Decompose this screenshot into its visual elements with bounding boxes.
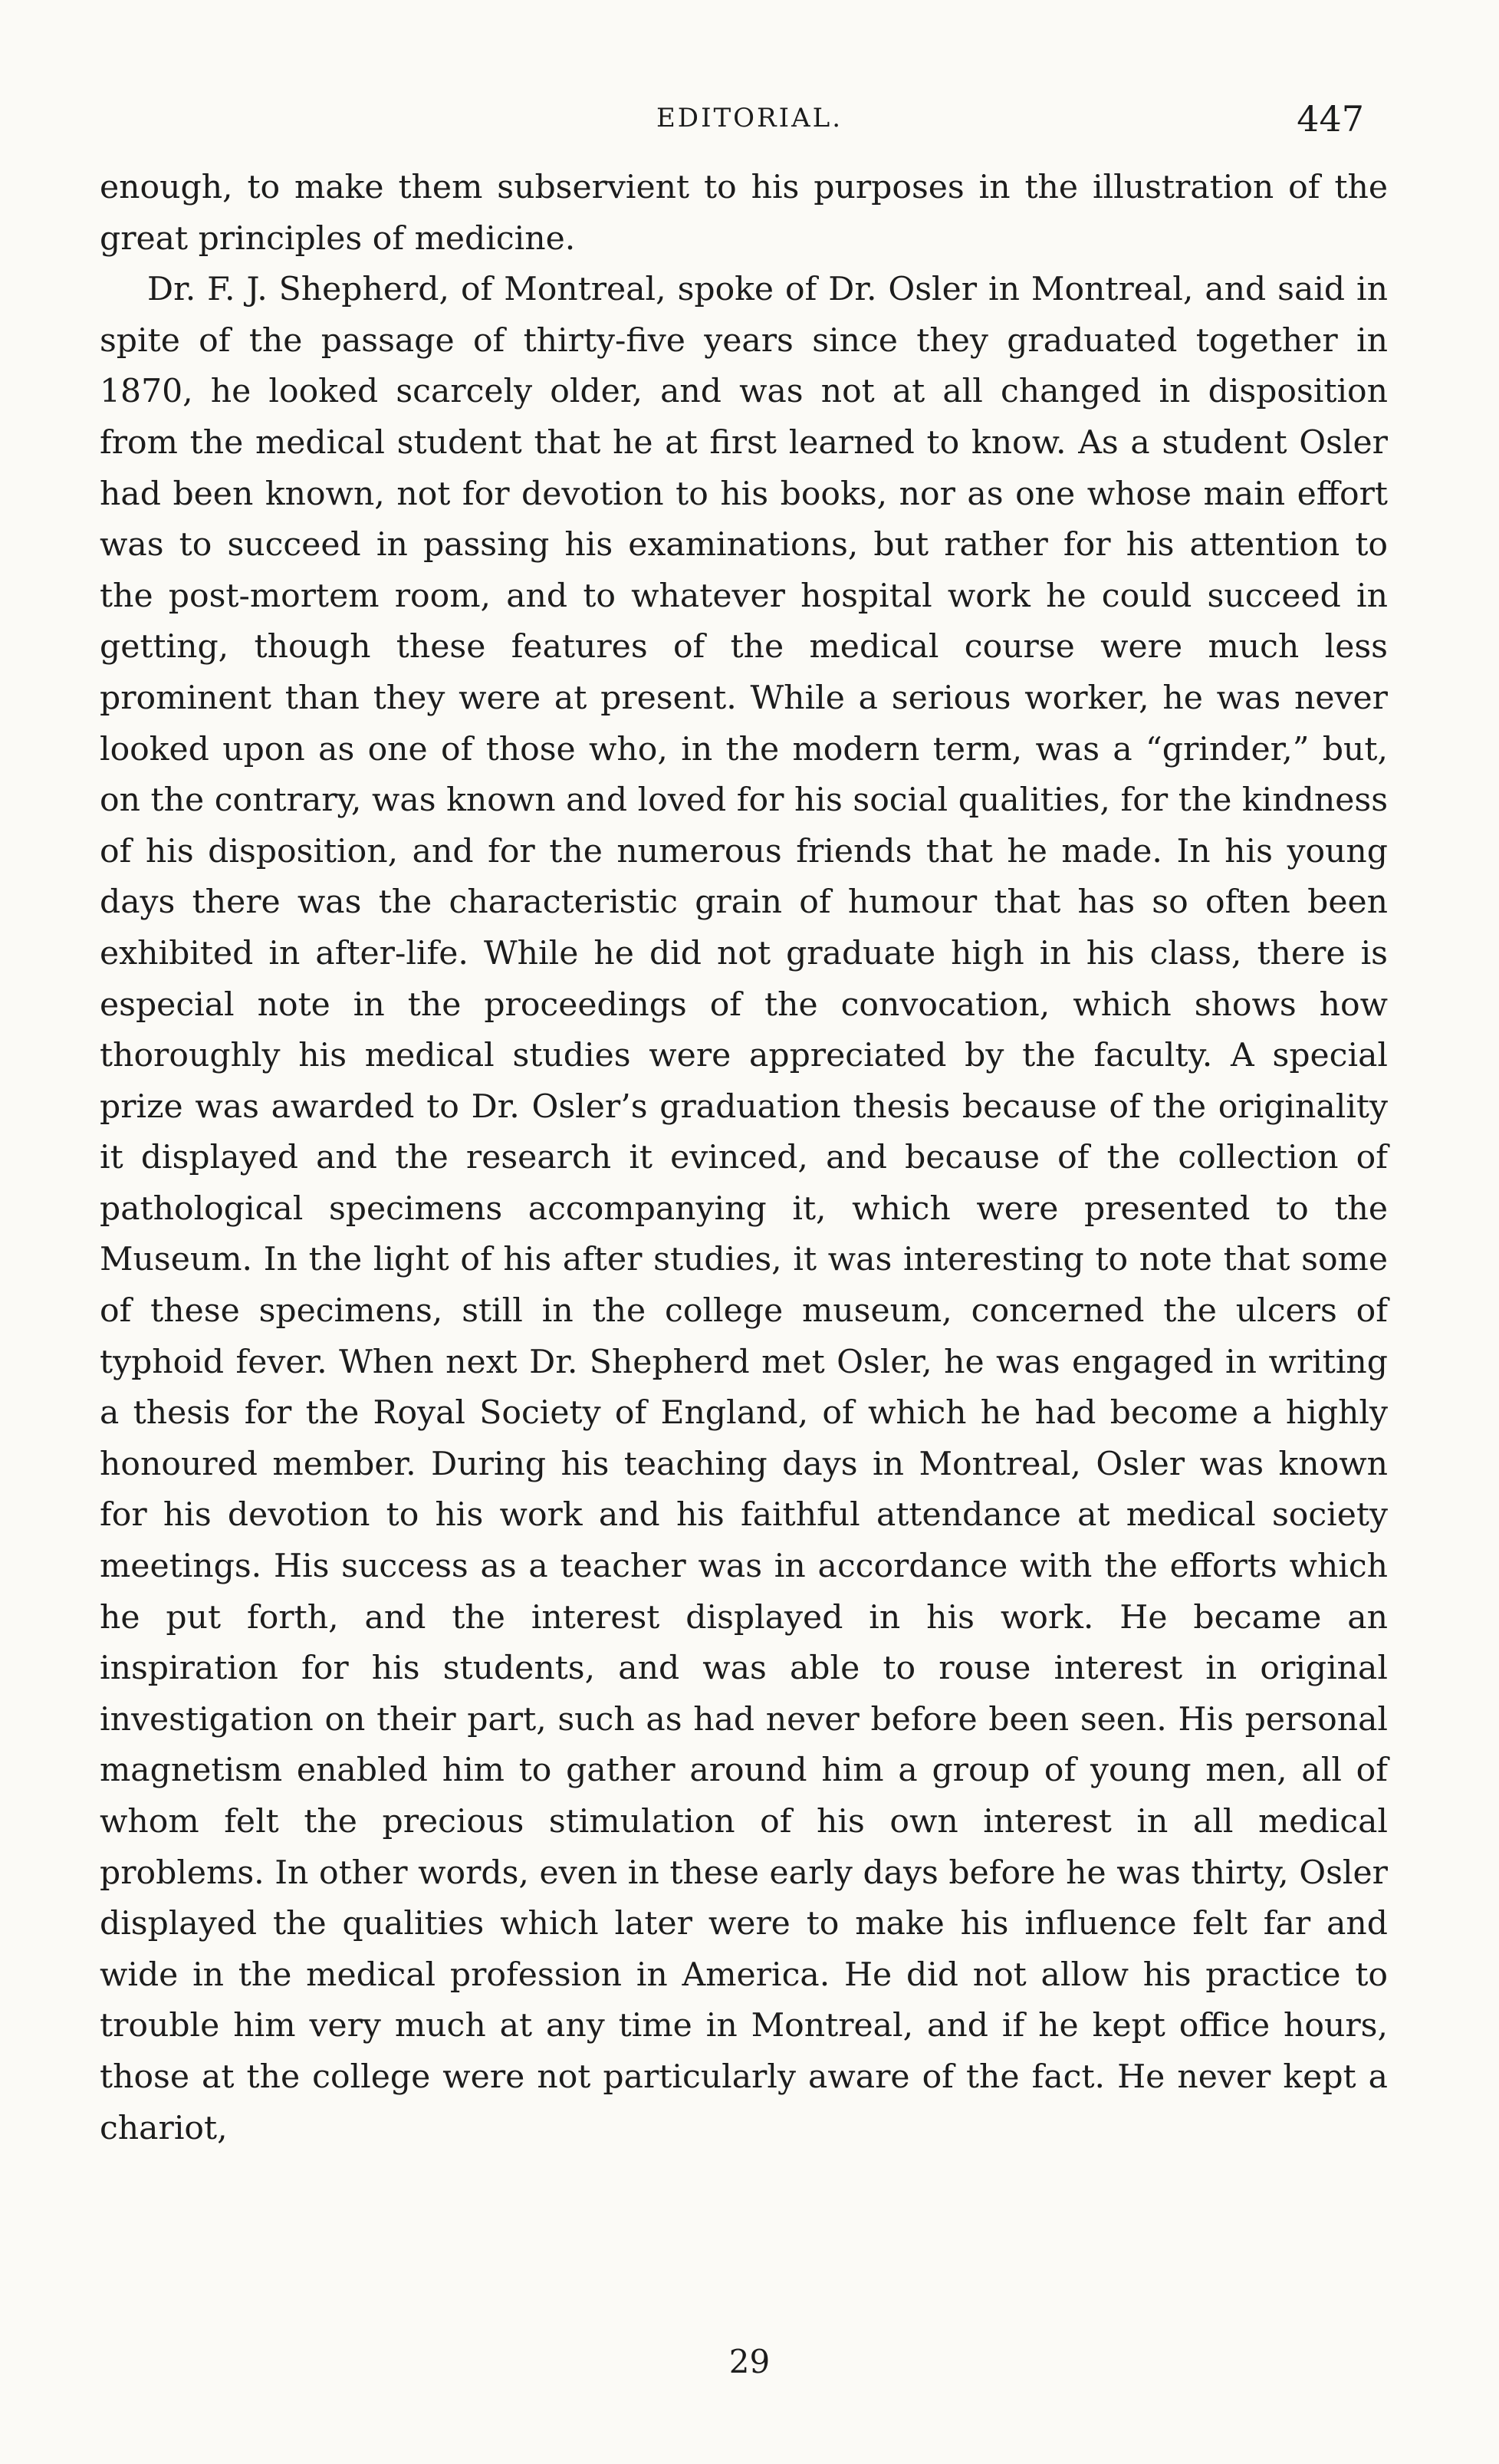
page-number: 447 [1297,98,1364,140]
paragraph-shepherd: Dr. F. J. Shepherd, of Montreal, spoke of Dr. Osler in Montreal, and said in spite of the passage of thirty-five years since they graduated together in 1870, he looked scarcely older, and was not at all changed in disposition from the medical student that he at first learned to know. As a student Osler had been known, not for devotion to his books, nor as one whose main effort was to succeed in passing his examinations, but rather for his attention to the post-mortem room, and to whatever hospital work he could succeed in getting, though these features of the medical course were much less prominent than they were at present. While a serious worker, he was never looked upon as one of those who, in the modern term, was a “grinder,” but, on the contrary, was known and loved for his social qualities, for the kindness of his disposition, and for the numerous friends that he made. In his young days there was the characteristic grain of humour that has so often been exhibited in after-life. While he did not graduate high in his class, there is especial note in the proceedings of the convocation, which shows how thoroughly his medical studies were appreciated by the faculty. A special prize was awarded to Dr. Osler’s graduation thesis because of the originality it displayed and the research it evinced, and because of the collection of pathological specimens accompanying it, which were presented to the Museum. In the light of his after studies, it was interesting to note that some of these specimens, still in the college museum, concerned the ulcers of typhoid fever. When next Dr. Shepherd met Osler, he was engaged in writing a thesis for the Royal Society of England, of which he had become a highly honoured member. During his teaching days in Montreal, Osler was known for his devotion to his work and his faithful attendance at medical society meetings. His success as a teacher was in accordance with the efforts which he put forth, and the interest displayed in his work. He became an inspiration for his students, and was able to rouse interest in original investigation on their part, such as had never before been seen. His personal magnetism enabled him to gather around him a group of young men, all of whom felt the precious stimulation of his own interest in all medical problems. In other words, even in these early days before he was thirty, Osler displayed the qualities which later were to make his influence felt far and wide in the medical profession in America. He did not allow his practice to trouble him very much at any time in Montreal, and if he kept office hours, those at the college were not particularly aware of the fact. He never kept a chariot, [100,271,1388,2147]
running-header [100,98,1399,144]
paragraph-continued: enough, to make them subservient to his purposes in the illustration of the great principles of medicine. [100,169,1388,258]
signature-mark: 29 [728,2343,771,2380]
body-text [100,163,1388,2154]
running-title: EDITORIAL. [656,103,843,133]
